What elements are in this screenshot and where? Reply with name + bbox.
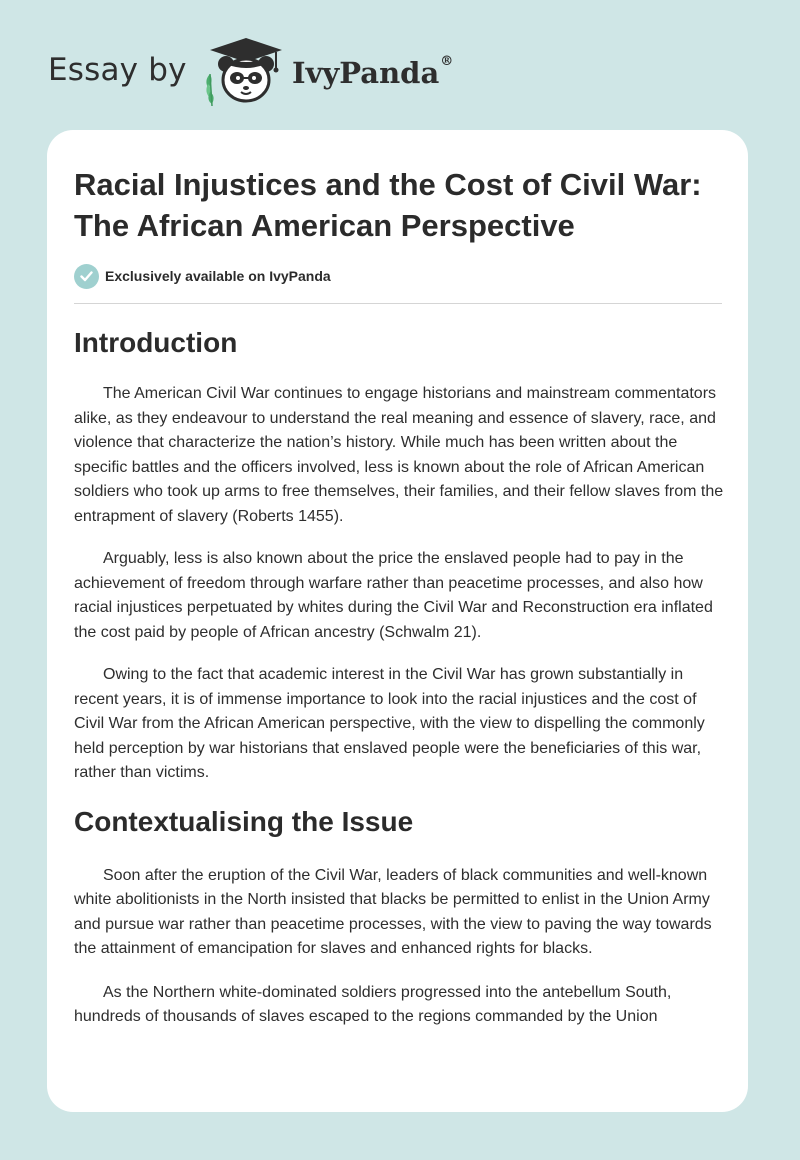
brand-name — [292, 56, 453, 90]
essay-body — [74, 323, 726, 1030]
essay-card — [47, 130, 748, 1112]
paragraph: Soon after the eruption of the Civil War, leaders of black communities and well-known white abolitionists in the North insisted that blacks be permitted to enlist in the Union Army and pursue war rather than peacetime processes, with the view to paving the way towards the attainment of emancipation for slaves and enhanced rights for blacks. — [74, 866, 712, 957]
paragraph: Owing to the fact that academic interest in the Civil War has grown substantially in recent years, it is of immense importance to look into the racial injustices and the cost of Civil War from the African American perspective, with the view to dispelling the commonly held perception by war historians that enslaved people were the beneficiaries of this war, rather than victims. — [74, 666, 705, 781]
essay-title: Racial Injustices and the Cost of Civil War: The African American Perspective — [74, 167, 702, 243]
paragraph: Arguably, less is also known about the price the enslaved people had to pay in the achievement of freedom through warfare rather than peacetime processes, and also how racial injustices perpetuated by whites during the Civil War and Reconstruction era inflated the cost paid by people of African ancestry (Schwalm 21). — [74, 550, 713, 641]
exclusive-badge-label: Exclusively available on IvyPanda — [105, 268, 331, 284]
divider — [74, 303, 722, 304]
section-heading-contextualising: Contextualising the Issue — [74, 805, 414, 837]
site-header — [0, 0, 800, 130]
registered-mark: ® — [440, 54, 454, 69]
panda-logo-icon — [202, 34, 290, 108]
paragraph: As the Northern white-dominated soldiers progressed into the antebellum South, hundreds of thousands of slaves escaped to the regions commanded by the Union — [74, 983, 672, 1025]
brand-text: IvyPanda — [292, 56, 440, 90]
exclusive-badge — [74, 263, 331, 289]
section-heading-introduction: Introduction — [74, 327, 238, 358]
check-circle-icon — [74, 264, 99, 289]
essay-by-label: Essay by — [48, 52, 187, 88]
paragraph: The American Civil War continues to engage historians and mainstream commentators alike, as they endeavour to understand the real meaning and essence of slavery, race, and violence that characterize the nation’s history. While much has been written about the specific battles and the officers involved, less is known about the role of African American soldiers who took up arms to free themselves, their families, and their fellow slaves from the entrapment of slavery (Roberts 1455). — [74, 385, 724, 525]
